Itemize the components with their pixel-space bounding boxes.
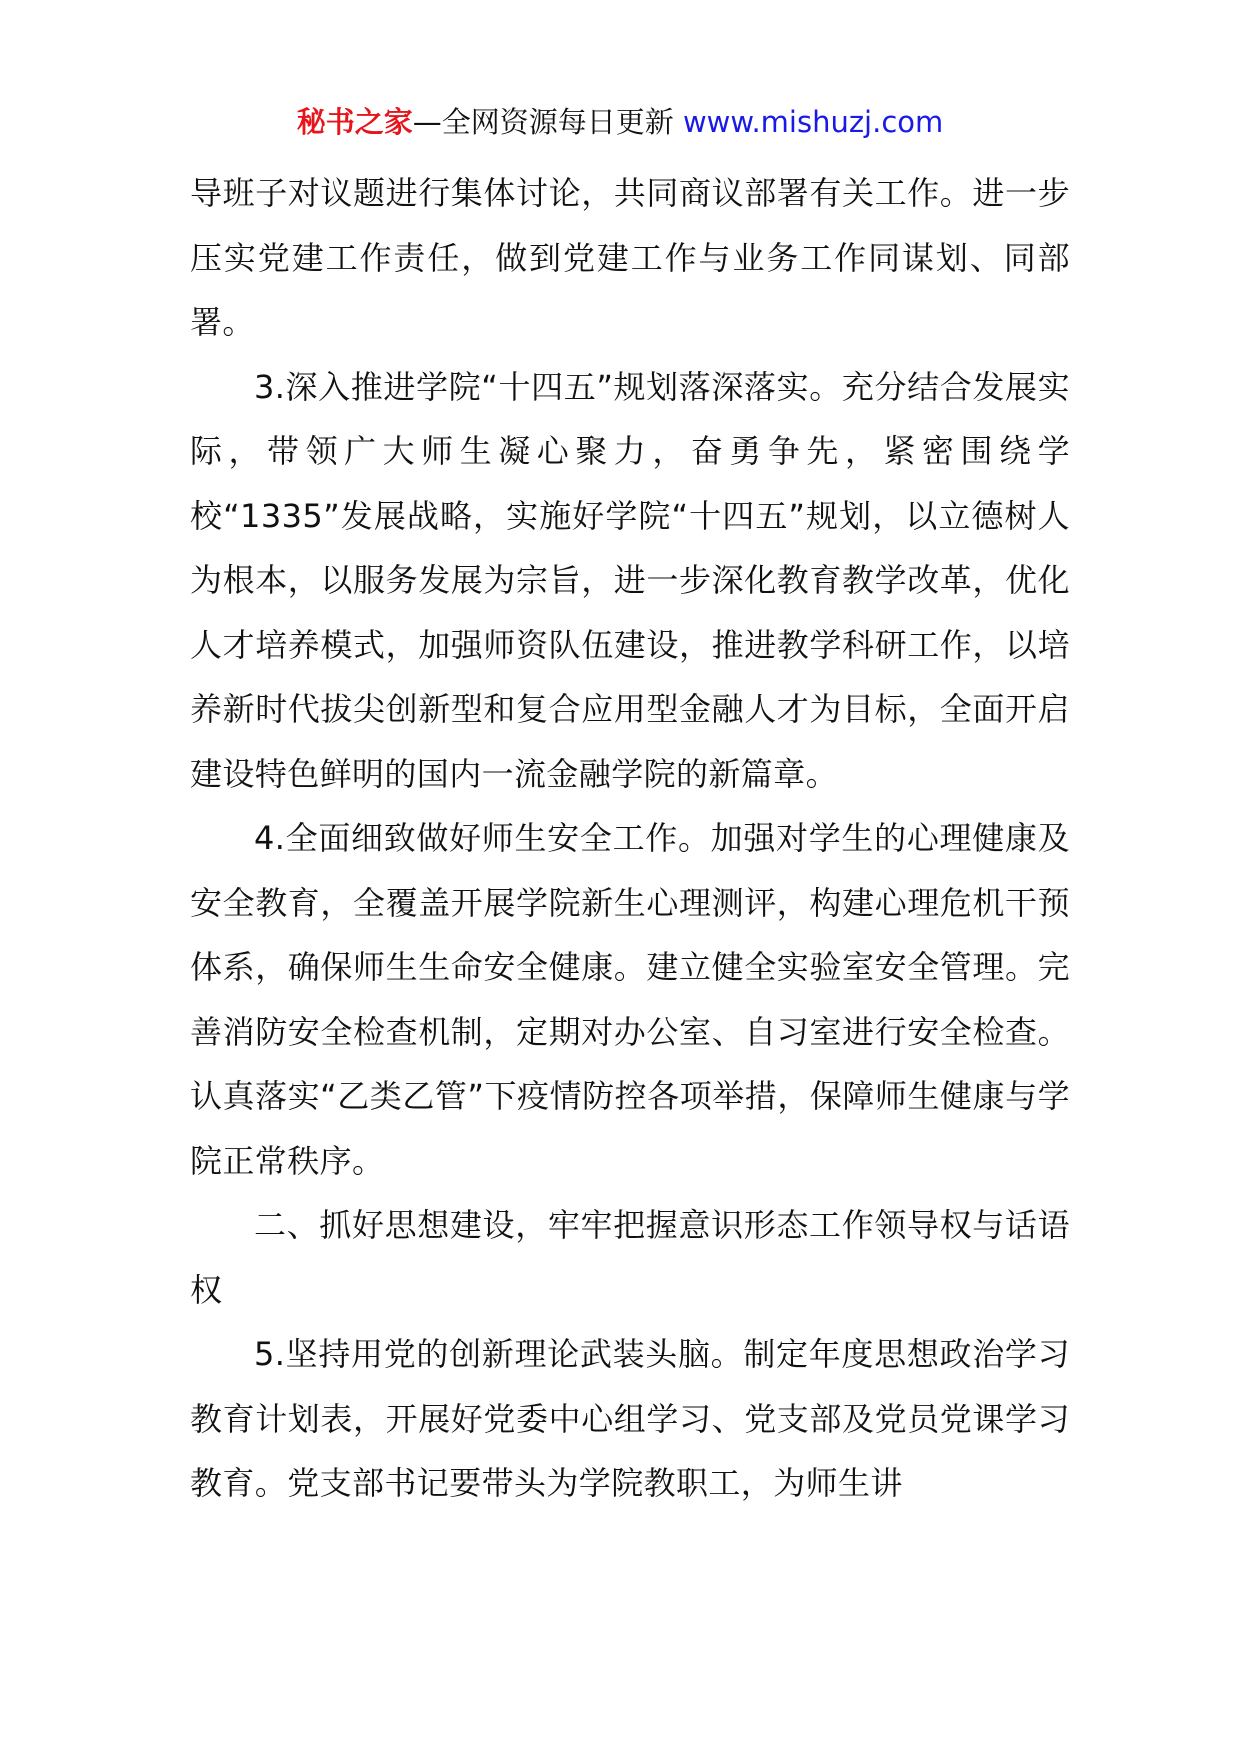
paragraph-item-3: 3.深入推进学院“十四五”规划落深落实。充分结合发展实际，带领广大师生凝心聚力，奋勇争先，紧密围绕学校“1335”发展战略，实施好学院“十四五”规划，以立德树人为根本，以服务发展为宗旨，进一步深化教育教学改革，优化人才培养模式，加强师资队伍建设，推进教学科研工作，以培养新时代拔尖创新型和复合应用型金融人才为目标，全面开启建设特色鲜明的国内一流金融学院的新篇章。 <box>190 367 1070 793</box>
section-heading-2: 二、抓好思想建设，牢牢把握意识形态工作领导权与话语权 <box>190 1206 1070 1309</box>
banner-tagline: —全网资源每日更新 <box>412 105 683 139</box>
paragraph-item-4: 4.全面细致做好师生安全工作。加强对学生的心理健康及安全教育，全覆盖开展学院新生心理测评，构建心理危机干预体系，确保师生生命安全健康。建立健全实验室安全管理。完善消防安全检查机制，定期对办公室、自习室进行安全检查。认真落实“乙类乙管”下疫情防控各项举措，保障师生健康与学院正常秩序。 <box>190 819 1070 1180</box>
paragraph-item-5: 5.坚持用党的创新理论武装头脑。制定年度思想政治学习教育计划表，开展好党委中心组学习、党支部及党员党课学习教育。党支部书记要带头为学院教职工，为师生讲 <box>190 1335 1070 1502</box>
brand-name: 秘书之家 <box>296 105 413 139</box>
site-url-link[interactable]: www.mishuzj.com <box>682 105 944 139</box>
paragraph-continuation: 导班子对议题进行集体讨论，共同商议部署有关工作。进一步压实党建工作责任，做到党建工作与业务工作同谋划、同部署。 <box>190 174 1070 341</box>
site-banner <box>0 100 1240 144</box>
document-body <box>190 161 1070 1516</box>
